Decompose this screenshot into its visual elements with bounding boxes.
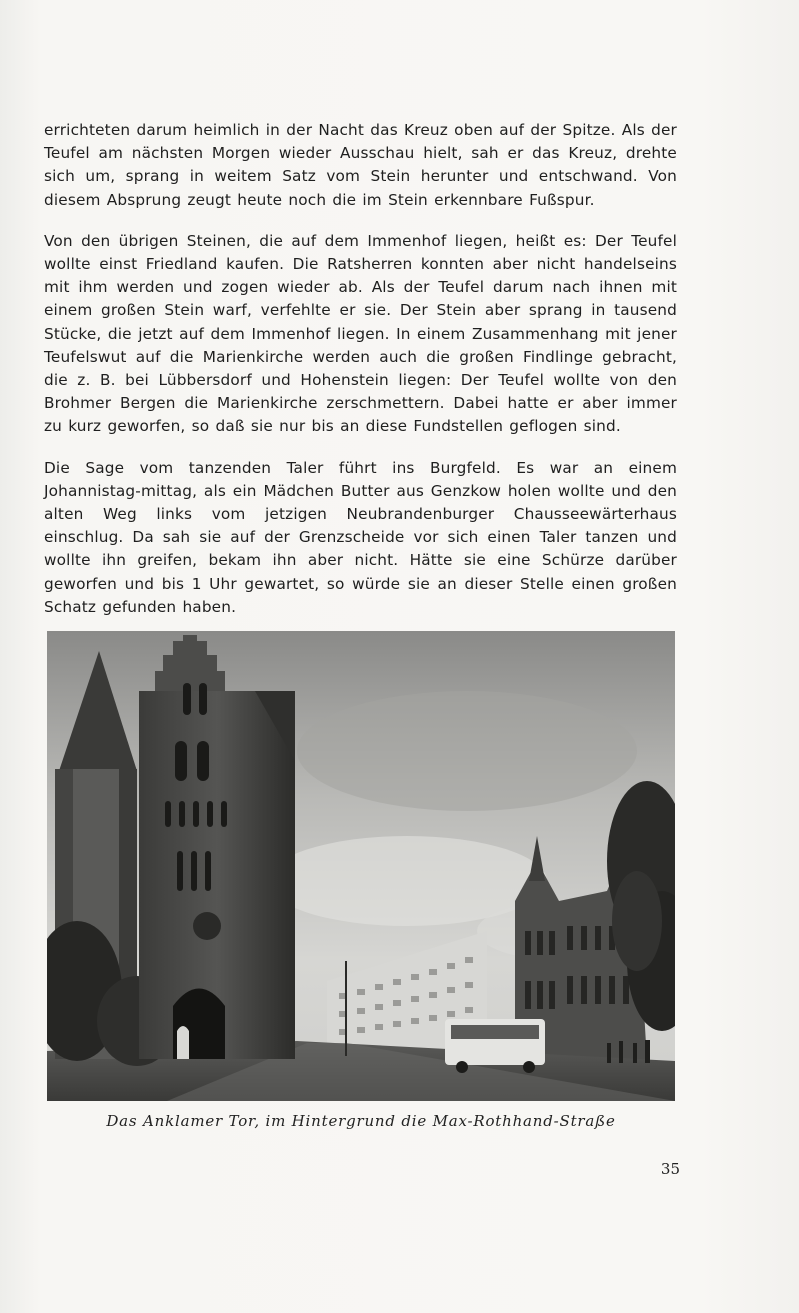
photo-caption: Das Anklamer Tor, im Hintergrund die Max-Rothhand-Straße <box>106 1112 616 1130</box>
paragraph-2: Von den übrigen Steinen, die auf dem Immenhof liegen, heißt es: Der Teufel wollte einst Friedland kaufen. Die Ratsherren konnten aber nicht handelseins mit ihm werden und zogen wieder ab. Als der Teufel darum nach ihnen mit einem großen Stein warf, verfehlte er sie. Der Stein aber sprang in tausend Stücke, die jetzt auf dem Immenhof liegen. In einem Zusammenhang mit jener Teufelswut auf die Marienkirche werden auch die großen Findlinge gebracht, die z. B. bei Lübbersdorf und Hohenstein liegen: Der Teufel wollte von den Brohmer Bergen die Marienkirche zerschmettern. Dabei hatte er aber immer zu kurz geworfen, so daß sie nur bis an diese Fundstellen geflogen sind. <box>44 231 677 436</box>
body-text <box>44 119 677 637</box>
paragraph-1: errichteten darum heimlich in der Nacht das Kreuz oben auf der Spitze. Als der Teufel am nächsten Morgen wieder Ausschau hielt, sah er das Kreuz, drehte sich um, sprang in weitem Satz vom Stein herunter und entschwand. Von diesem Absprung zeugt heute noch die im Stein erkennbare Fußspur. <box>44 121 677 209</box>
photo-anklamer-tor <box>47 631 675 1101</box>
paragraph-3: Die Sage vom tanzenden Taler führt ins Burgfeld. Es war an einem Johannistag-mittag, als ein Mädchen Butter aus Genzkow holen wollte und den alten Weg links vom jetzigen Neubrandenburger Chausseewärterhaus einschlug. Da sah sie auf der Grenzscheide vor sich einen Taler tanzen und wollte ihn greifen, bekam ihn aber nicht. Hätte sie eine Schürze darüber geworfen und bis 1 Uhr gewartet, so würde sie an dieser Stelle einen großen Schatz gefunden haben. <box>44 458 677 616</box>
page-number: 35 <box>660 1160 680 1178</box>
